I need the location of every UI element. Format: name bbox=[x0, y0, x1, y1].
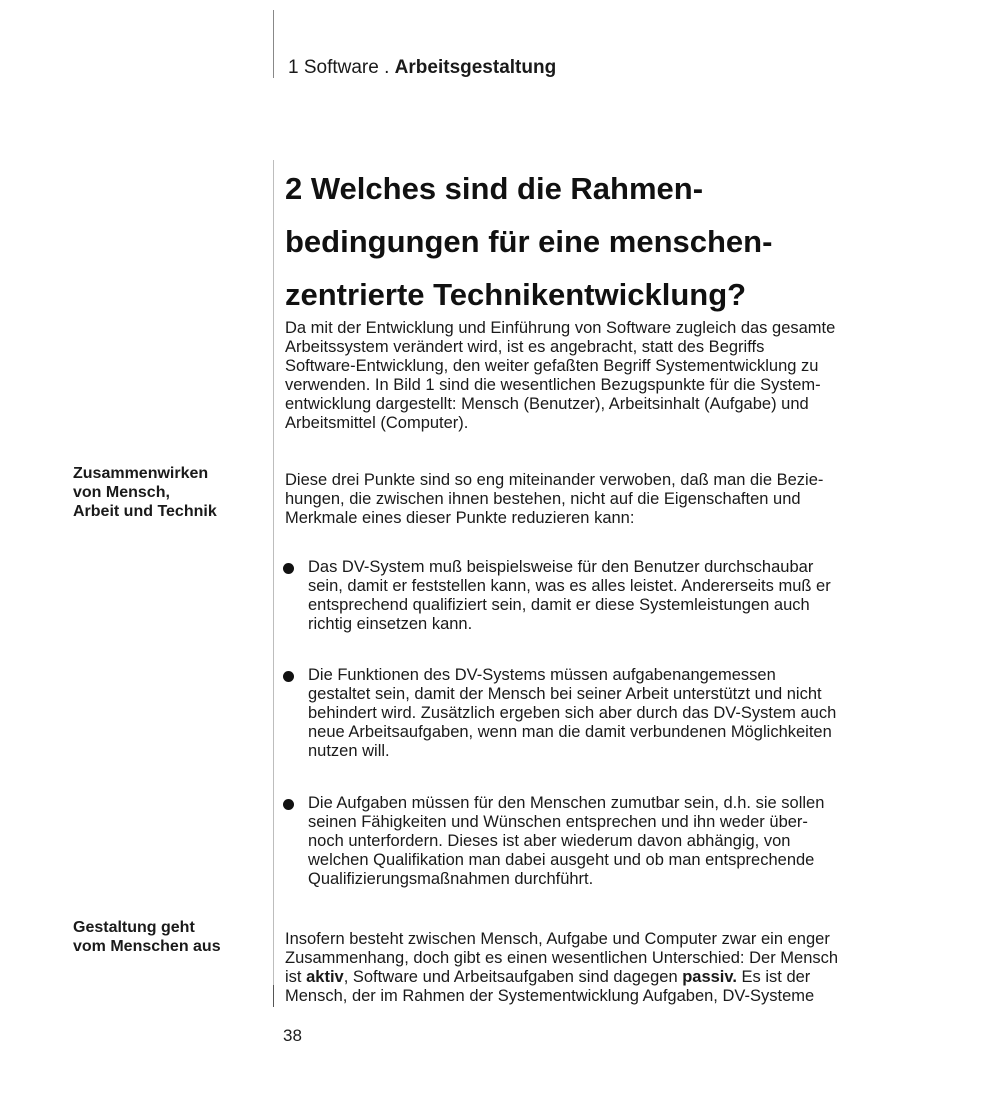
text-line: Qualifizierungsmaßnahmen durchführt. bbox=[308, 870, 594, 888]
text-line: Das DV-System muß beispielsweise für den Benutzer durchschaubar bbox=[308, 558, 814, 576]
bullet-text bbox=[308, 666, 836, 761]
title-line: 2 Welches sind die Rahmen- bbox=[285, 171, 704, 206]
text-line bbox=[285, 968, 838, 987]
text-line: richtig einsetzen kann. bbox=[308, 615, 473, 633]
text-fragment: ist bbox=[285, 968, 307, 986]
text-line: verwenden. In Bild 1 sind die wesentlichen Bezugspunkte für die System- bbox=[285, 376, 821, 394]
text-fragment: , Software und Arbeitsaufgaben sind dagegen bbox=[343, 968, 683, 986]
bullet-text bbox=[308, 558, 831, 634]
text-line: nutzen will. bbox=[308, 742, 390, 760]
text-line: Software-Entwicklung, den weiter gefaßten Begriff Systementwicklung zu bbox=[285, 357, 819, 375]
text-line: behindert wird. Zusätzlich ergeben sich aber durch das DV-System auch bbox=[308, 704, 837, 722]
margin-note-line: Arbeit und Technik bbox=[73, 503, 217, 520]
text-line: Da mit der Entwicklung und Einführung von Software zugleich das gesamte bbox=[285, 319, 836, 337]
margin-note-gestaltung bbox=[73, 918, 263, 956]
text-line: Mensch, der im Rahmen der Systementwicklung Aufgaben, DV-Systeme bbox=[285, 987, 815, 1005]
title-line: zentrierte Technikentwicklung? bbox=[285, 277, 747, 312]
text-line: welchen Qualifikation man dabei ausgeht und ob man entsprechende bbox=[308, 851, 815, 869]
third-paragraph bbox=[285, 930, 838, 1006]
text-line: Die Aufgaben müssen für den Menschen zumutbar sein, d.h. sie sollen bbox=[308, 794, 825, 812]
text-line: gestaltet sein, damit der Mensch bei seiner Arbeit unterstützt und nicht bbox=[308, 685, 822, 703]
text-line: Die Funktionen des DV-Systems müssen aufgabenangemessen bbox=[308, 666, 776, 684]
text-fragment: Es ist der bbox=[736, 968, 811, 986]
bullet-icon bbox=[283, 671, 294, 682]
text-line: Arbeitsmittel (Computer). bbox=[285, 414, 469, 432]
margin-rule bbox=[273, 160, 274, 1000]
text-line: Insofern besteht zwischen Mensch, Aufgabe und Computer zwar ein enger bbox=[285, 930, 830, 948]
text-line: noch unterfordern. Dieses ist aber wiederum davon abhängig, von bbox=[308, 832, 791, 850]
margin-note-line: Zusammenwirken bbox=[73, 465, 209, 482]
chapter-title bbox=[285, 162, 905, 321]
footer-rule bbox=[273, 985, 274, 1007]
text-line: Merkmale eines dieser Punkte reduzieren kann: bbox=[285, 509, 635, 527]
margin-note-line: vom Menschen aus bbox=[73, 938, 221, 955]
header-section: Arbeitsgestaltung bbox=[394, 57, 557, 78]
text-line: neue Arbeitsaufgaben, wenn man die damit verbundenen Möglichkeiten bbox=[308, 723, 832, 741]
text-line: hungen, die zwischen ihnen bestehen, nicht auf die Eigenschaften und bbox=[285, 490, 801, 508]
bullet-text bbox=[308, 794, 824, 889]
text-line: entwicklung dargestellt: Mensch (Benutzer), Arbeitsinhalt (Aufgabe) und bbox=[285, 395, 809, 413]
text-line: Arbeitssystem verändert wird, ist es angebracht, statt des Begriffs bbox=[285, 338, 765, 356]
emphasis-passiv: passiv. bbox=[682, 968, 737, 986]
text-line: seinen Fähigkeiten und Wünschen entsprechen und ihn weder über- bbox=[308, 813, 808, 831]
margin-note-zusammenwirken bbox=[73, 464, 263, 521]
text-line: entsprechend qualifiziert sein, damit er diese Systemleistungen auch bbox=[308, 596, 810, 614]
header-rule bbox=[273, 10, 274, 78]
emphasis-aktiv: aktiv bbox=[306, 968, 344, 986]
text-line: Zusammenhang, doch gibt es einen wesentlichen Unterschied: Der Mensch bbox=[285, 949, 839, 967]
bullet-icon bbox=[283, 563, 294, 574]
margin-note-line: von Mensch, bbox=[73, 484, 170, 501]
margin-note-line: Gestaltung geht bbox=[73, 919, 195, 936]
second-paragraph bbox=[285, 471, 823, 528]
page-number: 38 bbox=[283, 1026, 302, 1045]
text-line: Diese drei Punkte sind so eng miteinander verwoben, daß man die Bezie- bbox=[285, 471, 824, 489]
text-line: sein, damit er feststellen kann, was es alles leistet. Andererseits muß er bbox=[308, 577, 831, 595]
title-line: bedingungen für eine menschen- bbox=[285, 224, 773, 259]
header-prefix: 1 Software . bbox=[288, 57, 395, 78]
intro-paragraph bbox=[285, 319, 835, 433]
bullet-icon bbox=[283, 799, 294, 810]
running-header bbox=[288, 57, 556, 79]
